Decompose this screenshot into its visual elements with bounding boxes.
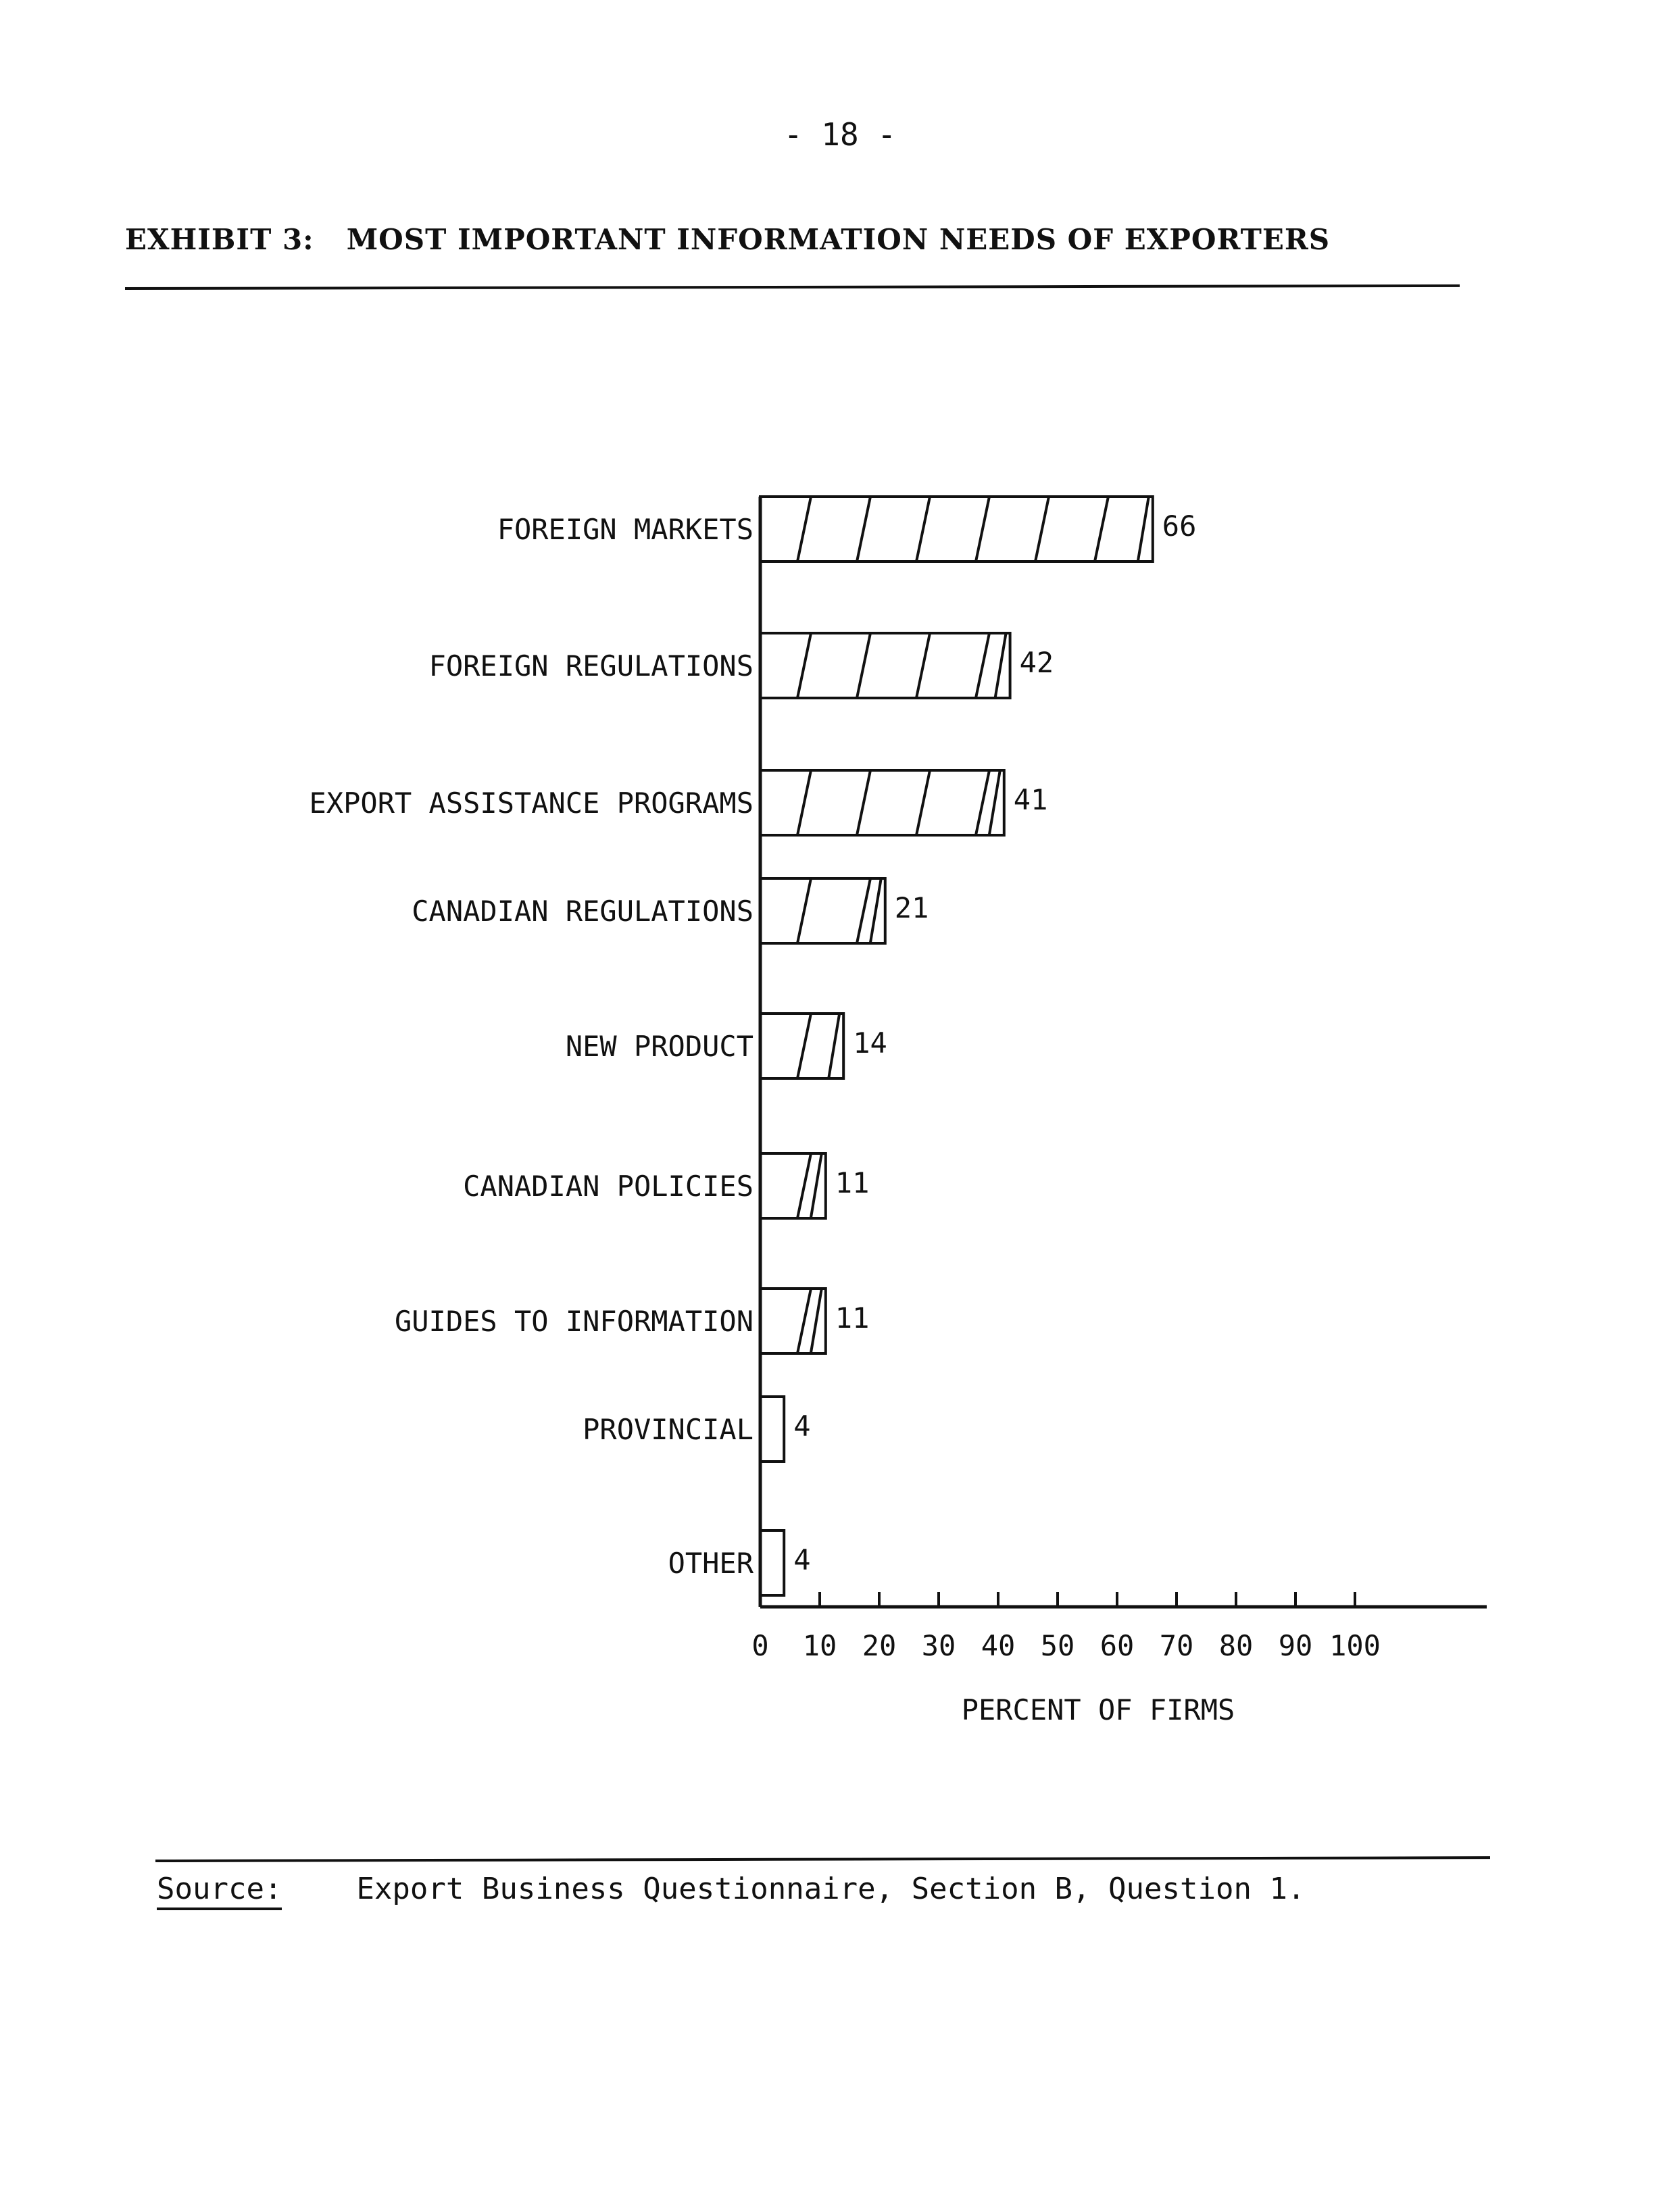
bar-hatch (797, 633, 811, 698)
category-label: PROVINCIAL (583, 1413, 753, 1446)
category-label: OTHER (668, 1547, 753, 1580)
bar-item (668, 1530, 811, 1595)
x-tick-label: 50 (1040, 1629, 1075, 1662)
data-label: 21 (894, 891, 929, 924)
bar-hatch (976, 497, 989, 562)
bar-item (429, 633, 1054, 698)
bar-hatch (1095, 497, 1108, 562)
bar-hatch (1035, 497, 1049, 562)
category-label: CANADIAN REGULATIONS (412, 895, 753, 928)
bar-hatch (857, 770, 870, 835)
category-label: EXPORT ASSISTANCE PROGRAMS (309, 787, 753, 820)
data-label: 4 (793, 1410, 811, 1443)
bar-hatch (857, 497, 870, 562)
bars-group (310, 497, 1197, 1595)
x-tick-label: 70 (1159, 1629, 1194, 1662)
source-line (157, 1872, 1305, 1906)
bar-hatch (916, 770, 930, 835)
bar-item (412, 878, 929, 943)
bar (760, 497, 1153, 562)
bar (760, 633, 1010, 698)
bar-hatch (870, 878, 881, 943)
bar-item (395, 1289, 869, 1353)
bar-item (310, 770, 1048, 835)
bar-hatch (1138, 497, 1149, 562)
category-label: FOREIGN REGULATIONS (428, 649, 753, 682)
data-label: 41 (1013, 783, 1048, 816)
bar-hatch (797, 878, 811, 943)
bar-hatch (916, 497, 930, 562)
x-tick-label: 0 (751, 1629, 769, 1662)
data-label: 4 (793, 1543, 811, 1576)
bar (760, 1530, 784, 1595)
x-tick-label: 40 (981, 1629, 1016, 1662)
bar-item (497, 497, 1197, 562)
data-label: 11 (835, 1166, 870, 1199)
exhibit-label: EXHIBIT 3: (125, 223, 314, 256)
bar-hatch (916, 633, 930, 698)
category-label: FOREIGN MARKETS (497, 513, 753, 546)
bar-hatch (976, 770, 989, 835)
bar-hatch (829, 1014, 839, 1078)
bar-hatch (797, 1014, 811, 1078)
bar-item (583, 1397, 810, 1462)
source-text: Export Business Questionnaire, Section B, Question 1. (356, 1872, 1306, 1906)
bar-item (463, 1153, 869, 1218)
x-tick-label: 10 (802, 1629, 837, 1662)
x-tick-label: 100 (1329, 1629, 1381, 1662)
source-label: Source: (157, 1872, 282, 1910)
x-tick-label: 20 (862, 1629, 897, 1662)
bar-hatch (857, 878, 870, 943)
bar-hatch (797, 1153, 811, 1218)
exhibit-title-text: MOST IMPORTANT INFORMATION NEEDS OF EXPORTERS (346, 223, 1331, 256)
category-label: GUIDES TO INFORMATION (394, 1305, 753, 1338)
bar-hatch (976, 633, 989, 698)
x-tick-label: 30 (921, 1629, 956, 1662)
x-axis-label: PERCENT OF FIRMS (961, 1693, 1235, 1726)
category-label: CANADIAN POLICIES (463, 1170, 753, 1203)
data-label: 66 (1162, 509, 1197, 543)
bar-hatch (811, 1289, 822, 1353)
data-label: 11 (835, 1301, 870, 1335)
x-tick-label: 90 (1278, 1629, 1313, 1662)
bar-hatch (811, 1153, 822, 1218)
data-label: 42 (1019, 646, 1054, 679)
bar-hatch (797, 1289, 811, 1353)
bar-hatch (857, 633, 870, 698)
bar-hatch (995, 633, 1006, 698)
page-number: - 18 - (783, 116, 897, 153)
bar-hatch (797, 497, 811, 562)
x-tick-label: 60 (1100, 1629, 1135, 1662)
bar (760, 878, 885, 943)
category-label: NEW PRODUCT (565, 1030, 753, 1063)
bar-item (566, 1014, 887, 1078)
bar (760, 770, 1004, 835)
source-rule (155, 1856, 1490, 1862)
bar-hatch (797, 770, 811, 835)
bar-hatch (989, 770, 1000, 835)
data-label: 14 (853, 1026, 887, 1059)
x-tick-label: 80 (1218, 1629, 1254, 1662)
bar (760, 1397, 784, 1462)
